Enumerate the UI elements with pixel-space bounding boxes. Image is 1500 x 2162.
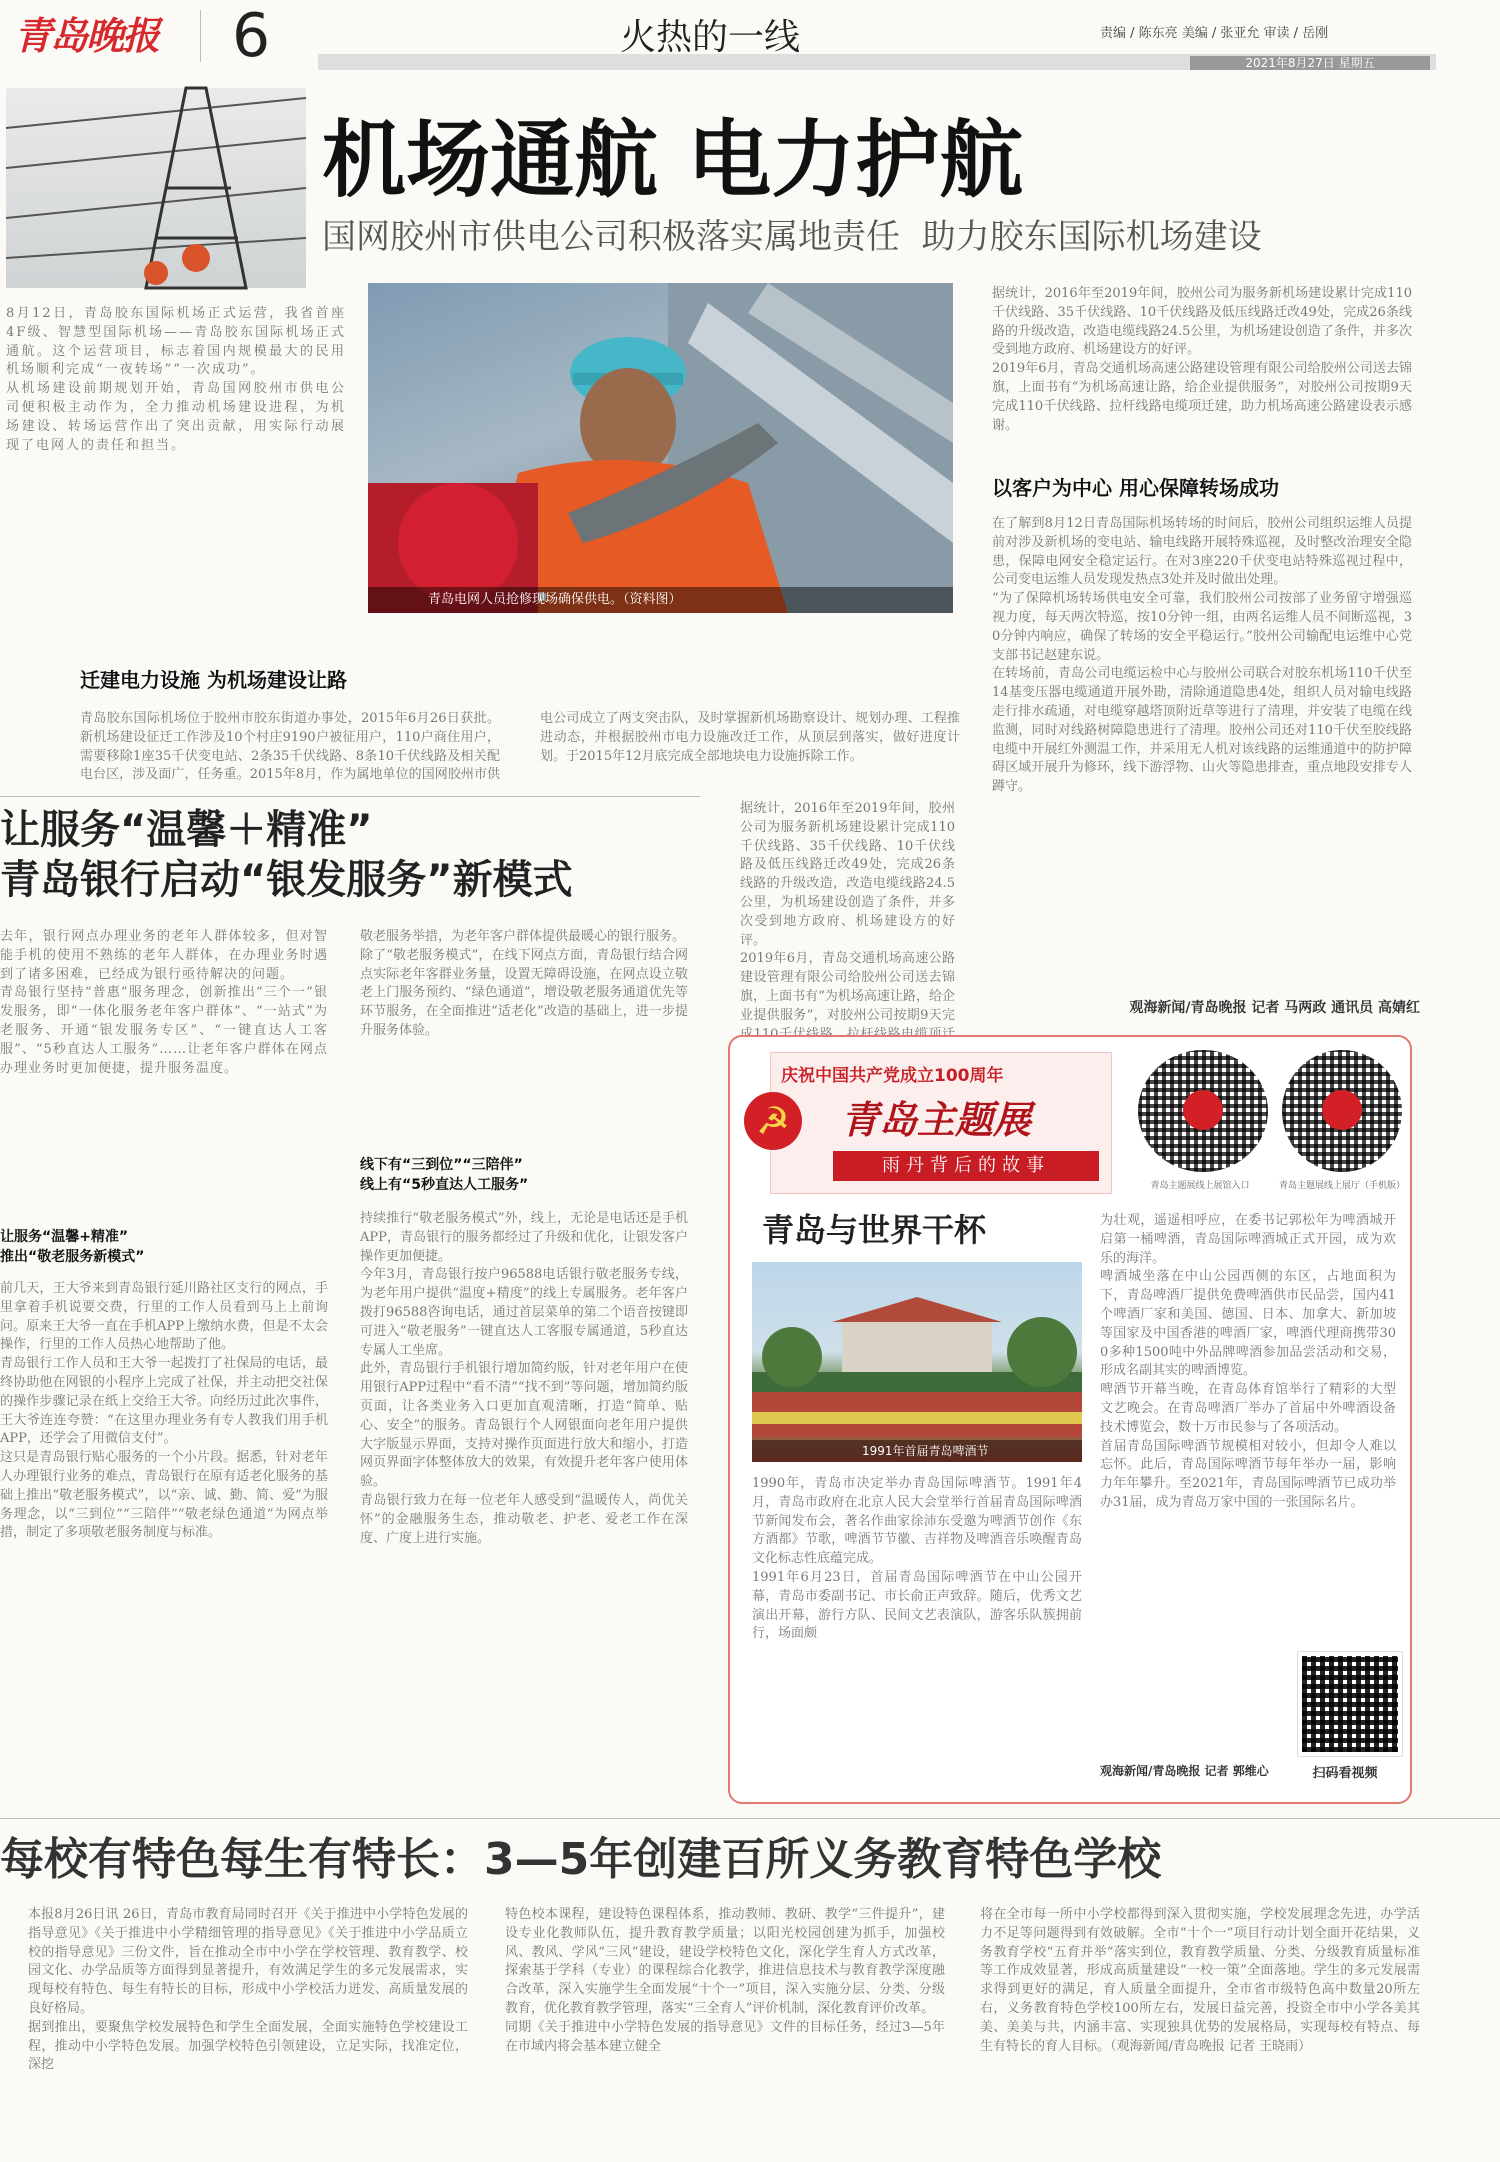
lineman-photo [368,283,953,613]
airport-section1-title: 迁建电力设施 为机场建设让路 [80,668,347,692]
qr-center-logo [1322,1090,1362,1130]
airport-section2-text: 在了解到8月12日青岛国际机场转场的时间后，胶州公司组织运维人员提前对涉及新机场的变电站、输电线路开展特殊巡视，及时整改治理安全隐患，保障电网安全稳定运行。在对3座220千伏变电站特殊巡视过程中，公司变电运维人员发现发热点3处并及时做出处理。 “为了保障机场转场供电安全可靠，我们胶州公司按部了业务留守增强巡视力度，每天两次特巡，按10分钟一组，由两名运维人员不间断巡视，30分钟内响应，确保了转场的安全平稳运行。”胶州公司输配电运维中心党支部书记赵建东说。 在转场前，青岛公司电缆运检中心与胶州公司联合对胶东机场110千伏至14基变压器电缆通道开展外勘，清除通道隐患4处，组织人员对输电线路走行排水疏通，对电缆穿越塔顶附近草等进行了清理，并安装了电缆在线监测，同时对线路树障隐患进行了清理。胶州公司还对110千伏至胶线路电缆中开展红外测温工作，并采用无人机对该线路的运维通道中的防护障碍区域开展升为修环，线下游浮物、山火等隐患排查，重点地段安排专人蹲守。 [992,516,1412,795]
airport-lead-paragraph: 8月12日，青岛胶东国际机场正式运营，我省首座4F级、智慧型国际机场——青岛胶东国际机场正式通航。这个运营项目，标志着国内规模最大的民用机场顺利完成“一夜转场”“一次成功”。 从机场建设前期规划开始，青岛国网胶州市供电公司便积极主动作为，全力推动机场建设进程，为机场建设、转场运营作出了突出贡献，用实际行动展现了电网人的责任和担当。 [6,306,346,453]
qr-code-1-caption: 青岛主题展线上展馆入口 [1150,1181,1250,1191]
bank-col1-text: 去年，银行网点办理业务的老年人群体较多，但对智能手机的使用不熟练的老年人群体，在办理业务时遇到了诸多困难，已经成为银行亟待解决的问题。 青岛银行坚持“普惠”服务理念，创新推出“三个一”银发服务，即“一体化服务老年客户群体”、“一站式”为老服务、开通“银发服务专区”、“一键直达人工客服”、“5秒直达人工服务”……让老年客户群体在网点办理业务时更加便捷，提升服务温度。 [0,929,328,1076]
school-col2-text: 特色校本课程，建设特色课程体系，推动教师、教研、教学“三件提升”，建设专业化教师队伍，提升教育教学质量；以阳光校园创建为抓手，加强校风、教风、学风“三风”建设，建设学校特色文化，深化学生育人方式改革，探索基于学科（专业）的课程综合化教学，推进信息技术与教育教学深度融合改革，深入实施学生全面发展“十个一”项目，深入实施分层、分类、分级教育，优化教育教学管理，落实“三全育人”评价机制，深化教育评价改革。 同期《关于推进中小学特色发展的指导意见》文件的目标任务，经过3—5年在市域内将会基本建立健全 [505,1907,945,2054]
exhibit-story-title: 青岛与世界干杯 [762,1211,987,1249]
banner-sub: 雨丹背后的故事 [833,1151,1099,1181]
lineman-illustration [368,283,953,613]
section-name: 火热的一线 [619,17,800,58]
airport-subheadline: 国网胶州市供电公司积极落实属地责任 助力胶东国际机场建设 [322,217,1262,257]
bank-col1-subtitle: 让服务“温馨+精准” 推出“敬老服务新模式” [0,1229,145,1265]
school-col3-text: 将在全市每一所中小学校都得到深入贯彻实施，学校发展理念先进，办学活力不足等问题得到有效破解。全市“十个一”项目行动计划全面开花结果，义务教育学校“五育并举”落实到位，教育教学质量、分类、分级教育质量标准等工作成效显著，形成高质量建设“一校一策”全面落地。学生的多元发展需求得到更好的满足，育人质量全面提升，全市省市级特色高中数量20所左右，义务教育特色学校100所左右，发展日益完善，投资全市中小学各美其美、美美与共，内涵丰富、实现独具优势的发展格局，实现每校有特点、每生有特长的育人目标。（观海新闻/青岛晚报 记者 王晓雨） [980,1907,1420,2054]
qr-center-logo [1183,1090,1223,1130]
airport-section2-title: 以客户为中心 用心保障转场成功 [992,476,1279,500]
festival-photo-caption: 1991年首届青岛啤酒节 [752,1440,1082,1462]
banner-top-text: 庆祝中国共产党成立100周年 [781,1066,1004,1086]
banner-title: 青岛主题展 [841,1097,1032,1142]
power-tower-illustration [6,88,306,288]
airport-section1-continued: 据统计，2016年至2019年间，胶州公司为服务新机场建设累计完成110千伏线路、35千伏线路、10千伏线路及低压线路迁改49处，完成26条线路的升级改造，改造电缆线路24.5公里，为机场建设创造了条件，并多次受到地方政府、机场建设方的好评。 2019年6月，青岛交通机场高速公路建设管理有限公司给胶州公司送去锦旗，上面书有“为机场高速让路，给企业提供服务”，对胶州公司按期9天完成110千伏线路、拉杆线路电缆项迁建，助力机场高速公路建设表示感谢。 [992,286,1412,433]
festival-scene-illustration [752,1262,1082,1462]
bank-col2-text-b: 持续推行“敬老服务模式”外，线上，无论是电话还是手机APP，青岛银行的服务都经过了升级和优化，让银发客户操作更加便捷。 今年3月，青岛银行按户96588电话银行敬老服务专线，为老年用户提供“温度+精度”的线上专属服务。老年客户拨打96588咨询电话，通过首层菜单的第二个语音按键即可进入“敬老服务”一键直达人工客服专属通道，5秒直达专属人工坐席。 此外，青岛银行手机银行增加简约版，针对老年用户在使用银行APP过程中“看不清”“找不到”等问题，增加简约版页面，让各类业务入口更加直观清晰，打造“简单、贴心、安全”的服务。青岛银行个人网银面向老年用户提供大字版显示界面，支持对操作页面进行放大和缩小，打造网页界面字体整体放大的效果，有效提升老年客户使用体验。 青岛银行致力在每一位老年人感受到“温暖传人，尚优关怀”的金融服务生态，推动敬老、护老、爱老工作在深度、广度上进行实施。 [360,1211,688,1546]
exhibit-text-right: 为壮观，遥遥相呼应，在委书记郭松年为啤酒城开启第一桶啤酒，青岛国际啤酒城正式开园，成为欢乐的海洋。 啤酒城坐落在中山公园西侧的东区，占地面积为下，青岛啤酒厂提供免费啤酒供市民品尝，国内41个啤酒厂家和美国、德国、日本、加拿大、新加坡等国家及中国香港的啤酒厂家，啤酒代理商携带300多种1500吨中外品牌啤酒参加品尝活动和交易，形成名副其实的啤酒博览。 啤酒节开幕当晚，在青岛体育馆举行了精彩的大型文艺晚会。在青岛啤酒厂举办了首届中外啤酒设备技术博览会，数十万市民参与了各项活动。 首届青岛国际啤酒节规模相对较小，但却令人难以忘怀。此后，青岛国际啤酒节每年举办一届，影响力年年攀升。至2021年，青岛国际啤酒节已成功举办31届，成为青岛万家中国的一张国际名片。 [1100,1213,1396,1510]
airport-section1-text: 青岛胶东国际机场位于胶州市胶东街道办事处，2015年6月26日获批。新机场建设征迁工作涉及10个村庄9190户被征用户，110户商住用户，需要移除1座35千伏变电站、2条35千伏线路、8条10千伏线路及相关配电台区，涉及面广，任务重。2015年8月，作为属地单位的国网胶州市供电公司成立了两支突击队，及时掌握新机场勘察设计、规划办理、工程推进动态，并根据胶州市电力设施改迁工作，从顶层到落实，做好进度计划。于2015年12月底完成全部地块电力设施拆除工作。 [80,711,960,783]
power-line-thumbnail [6,88,306,288]
airport-byline: 观海新闻/青岛晚报 记者 马两政 通讯员 高婧红 [1129,1000,1420,1016]
bank-col2-text: 敬老服务举措，为老年客户群体提供最暖心的银行服务。 除了“敬老服务模式”，在线下网点方面，青岛银行结合网点实际老年客群业务量，设置无障碍设施，在网点设立敬老上门服务预约、“绿色通道”，增设敬老服务通道优先等环节服务，在全面推进“适老化”改造的基础上，进一步提升服务体验。 [360,929,688,1038]
school-headline: 每校有特色每生有特长：3—5年创建百所义务教育特色学校 [0,1834,1162,1885]
qr-code-1[interactable] [1138,1050,1268,1172]
bank-headline-line1: 让服务“温馨＋精准” [0,807,373,853]
qr-code-2-caption: 青岛主题展线上展厅（手机版） [1278,1181,1405,1191]
bank-story-frame [0,796,700,797]
lineman-photo-caption: 青岛电网人员抢修现场确保供电。（资料图） [368,587,953,613]
exhibit-byline: 观海新闻/青岛晚报 记者 郭维心 [1100,1764,1269,1778]
school-story-rule [0,1818,1500,1819]
airport-headline: 机场通航 电力护航 [322,111,1024,209]
editor-credits: 责编 / 陈东亮 美编 / 张亚允 审读 / 岳刚 [1100,26,1329,41]
airport-section1-text-b: 据统计，2016年至2019年间，胶州公司为服务新机场建设累计完成110千伏线路、35千伏线路、10千伏线路及低压线路迁改49处，完成26条线路的升级改造，改造电缆线路24.5公里，为机场建设创造了条件，并多次受到地方政府、机场建设方的好评。 2019年6月，青岛交通机场高速公路建设管理有限公司给胶州公司送去锦旗，上面书有“为机场高速让路，给企业提供服务”，对胶州公司按期9天完 [740,801,955,1023]
bank-col2-subtitle: 线下有“三到位”“三陪伴” 线上有“5秒直达人工服务” [360,1157,529,1193]
bank-headline-line2: 青岛银行启动“银发服务”新模式 [0,857,573,903]
video-qr-code[interactable] [1298,1652,1402,1756]
exhibit-text-left: 1990年，青岛市决定举办青岛国际啤酒节。1991年4月，青岛市政府在北京人民大会堂举行首届青岛国际啤酒节新闻发布会，著名作曲家徐沛东受邀为啤酒节创作《东方酒都》节歌，啤酒节节徽、吉祥物及啤酒音乐唤醒青岛文化标志性底蕴完成。 1991年6月23日，首届青岛国际啤酒节在中山公园开幕，青岛市委副书记、市长俞正声致辞。随后，优秀文艺演出开幕，游行方队、民间文艺表演队，游客乐队簇拥前行，场面颇 [752,1476,1082,1642]
newspaper-logo: 青岛晚报 [14,14,159,58]
page-number: 6 [232,1,271,71]
issue-date: 2021年8月27日 星期五 [1190,56,1430,70]
logo-divider [200,10,201,62]
party-emblem-icon: ☭ [744,1092,802,1150]
beer-festival-photo [752,1262,1082,1462]
video-qr-caption: 扫码看视频 [1312,1766,1378,1781]
theme-banner [770,1052,1112,1194]
school-col1-text: 本报8月26日讯 26日，青岛市教育局同时召开《关于推进中小学特色发展的指导意见》《关于推进中小学精细管理的指导意见》《关于推进中小学品质立校的指导意见》三份文件，旨在推动全市中小学在学校管理、教育教学、校园文化、办学品质等方面得到显著提升，有效满足学生的多元发展需求，实现每校有特色、每生有特长的目标，形成中小学校活力迸发、高质量发展的良好格局。 据到推出，要聚焦学校发展特色和学生全面发展，全面实施特色学校建设工程，推动中小学特色发展。加强学校特色引领建设，立足实际，找准定位，深挖 [28,1907,468,2073]
bank-col1-text-b: 前几天，王大爷来到青岛银行延川路社区支行的网点，手里拿着手机说要交费，行里的工作人员看到马上上前询问。原来王大爷一直在手机APP上缴纳水费，但是不太会操作，行里的工作人员热心地帮助了他。 青岛银行工作人员和王大爷一起拨打了社保局的电话，最终协助他在网银的小程序上完成了社保，并主动把交社保的操作步骤记录在纸上交给王大爷。向经历过此次事件，王大爷连连夸赞：“在这里办理业务有专人教我们用手机APP，还学会了用微信支付”。 这只是青岛银行贴心服务的一个小片段。据悉，针对老年人办理银行业务的难点，青岛银行在原有适老化服务的基础上推出“敬老服务模式”，以“亲、诚、勤、简、爱”为服务理念，以“三到位”“三陪伴”“敬老绿色通道”为网点举措，制定了多项敬老服务制度与标准。 [0,1281,328,1541]
qr-code-2[interactable] [1282,1050,1402,1172]
